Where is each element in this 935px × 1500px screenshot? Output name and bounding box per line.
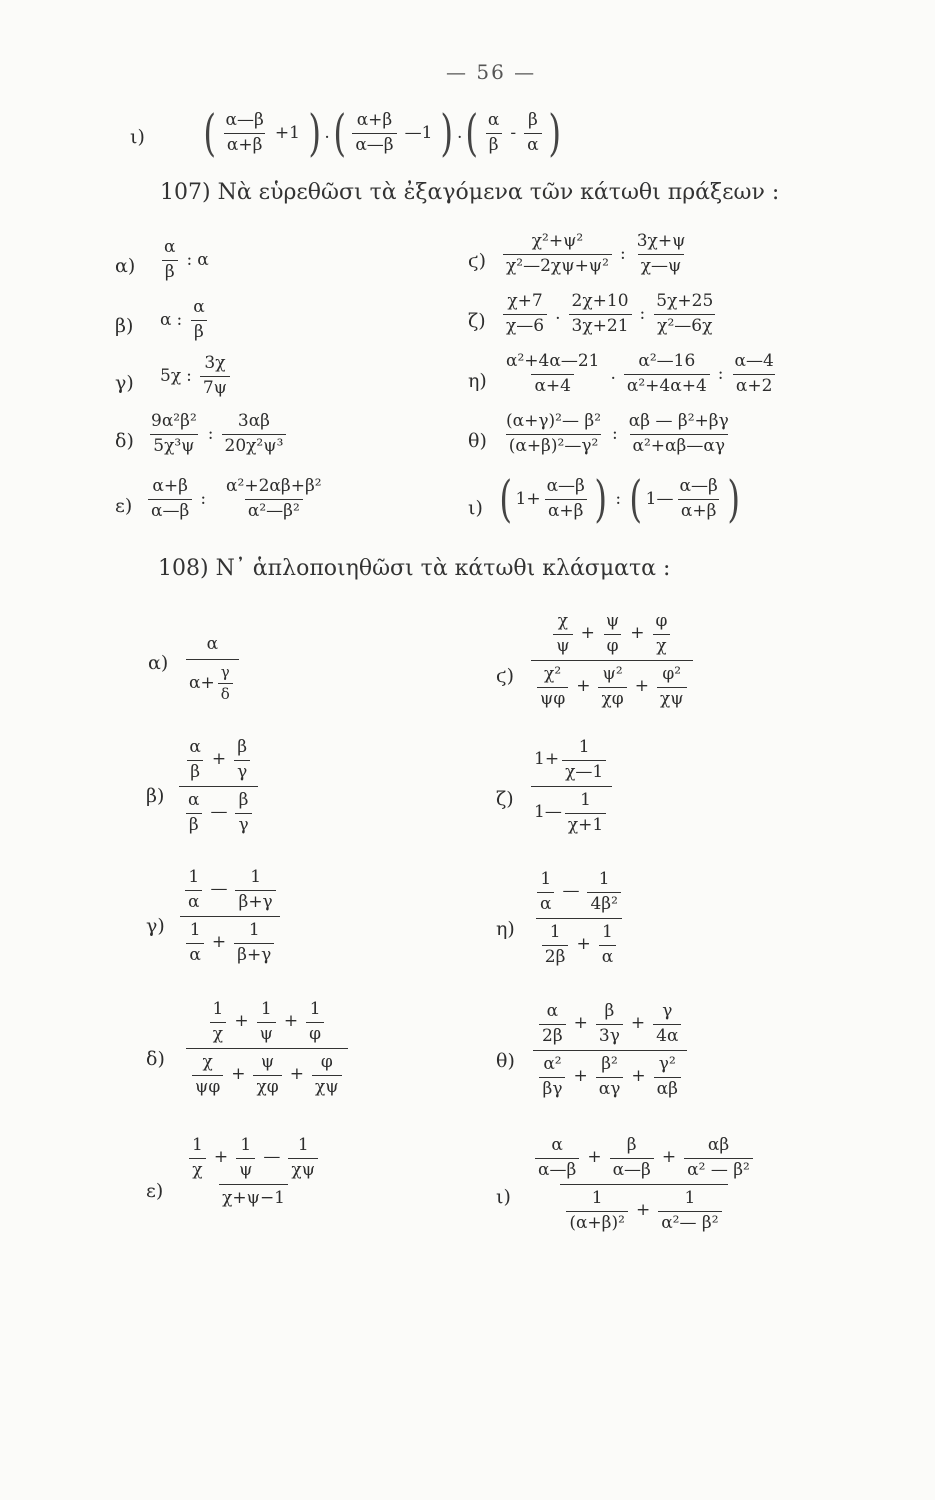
exercise-107-h: $\frac{\text{α²+4α—21}}{\alpha+4}$ . $\frac{\text{α²—16}}{\text{α²+4α+4}}$ : $\frac{\alpha—4}{\alpha+2}$ <box>506 351 774 396</box>
fraction: $\frac{\alpha—\beta}{\alpha+\beta}$ <box>225 109 264 155</box>
exercise-107-i: $\frac{\text{(α+γ)²— β²}}{\text{(α+β)²—γ²}}$ : $\frac{\text{αβ — β²+βγ}}{\text{α²+αβ—αγ}}$ <box>506 411 729 456</box>
exercise-108-d: $\frac{1}{\chi}$ + $\frac{1}{\psi}$ + $\frac{1}{\varphi}$ $\frac{\chi}{\psi\varphi}$ + $\frac{\psi}{\chi\varphi}$ + $\frac{\varphi}{\chi\psi}$ <box>183 1000 351 1097</box>
item-label: β) <box>115 315 134 337</box>
exercise-108-h: $\frac{1}{\alpha}$ — $\frac{1}{\text{4β²}}$ $\frac{1}{2\beta}$ + $\frac{1}{\alpha}$ <box>528 870 630 967</box>
item-label: η) <box>468 370 487 392</box>
top-expression: ( $\frac{\alpha—\beta}{\alpha+\beta}$ +1 ) . ( $\frac{\alpha+\beta}{\alpha—\beta}$ —1 ) . ( $\frac{\alpha}{\beta}$ - $\frac{\beta}{\alpha}$ ) <box>203 104 561 162</box>
fraction: $\frac{\alpha+\beta}{\alpha—\beta}$ <box>352 111 396 155</box>
item-label: γ) <box>115 372 134 394</box>
item-label: ζ) <box>496 788 514 810</box>
exercise-108-b: $\frac{\alpha}{\beta}$ + $\frac{\beta}{\gamma}$ $\frac{\alpha}{\beta}$ — $\frac{\beta}{\gamma}$ <box>176 738 261 835</box>
exercise-107-c: 5χ : $\frac{3\chi}{7\psi}$ <box>160 354 233 398</box>
item-label: ι) <box>130 126 145 148</box>
exercise-107-j: ( 1+ $\frac{\alpha—\beta}{\alpha+\beta}$ ) : ( 1— $\frac{\alpha—\beta}{\alpha+\beta}$ ) <box>499 470 740 528</box>
item-label: ϛ) <box>468 250 487 272</box>
fraction: $\frac{\alpha}{\beta}$ <box>485 111 502 155</box>
fraction: $\frac{\beta}{\alpha}$ <box>524 111 541 155</box>
exercise-108-j: $\frac{\alpha}{\alpha—\beta}$ + $\frac{\beta}{\alpha—\beta}$ + $\frac{\alpha\beta}{\text{α² — β²}}$ $\frac{1}{\text{(α+β)²}}$ + $\frac{1}{\text{α²— β²}}$ <box>526 1136 762 1233</box>
item-label: ζ) <box>468 310 486 332</box>
item-label: α) <box>115 255 136 277</box>
item-label: δ) <box>115 430 134 452</box>
exercise-108-a: α α+ $\frac{\gamma}{\delta}$ <box>183 635 242 703</box>
item-label: ι) <box>496 1186 511 1208</box>
item-label: β) <box>146 785 165 807</box>
exercise-107-f: $\frac{\text{χ²+ψ²}}{\text{χ²—2χψ+ψ²}}$ : $\frac{3\chi+\psi}{\chi—\psi}$ <box>500 232 691 276</box>
exercise-107-d: $\frac{\text{9α²β²}}{\text{5χ³ψ}}$ : $\frac{3\alpha\beta}{\text{20χ²ψ³}}$ <box>145 412 289 456</box>
exercise-107-a: $\frac{\alpha}{\beta}$ : α <box>158 238 209 282</box>
exercise-107-heading: 107) Νὰ εὑρεθῶσι τὰ ἐξαγόμενα τῶν κάτωθι πράξεων : <box>160 180 780 205</box>
exercise-108-i: $\frac{\alpha}{2\beta}$ + $\frac{\beta}{3\gamma}$ + $\frac{\gamma}{4\alpha}$ $\frac{\text{α²}}{\beta\gamma}$ + $\frac{\text{β²}}{\alpha\gamma}$ + $\frac{\text{γ²}}{\alpha\beta}$ <box>530 1002 690 1099</box>
item-label: ε) <box>146 1180 164 1202</box>
item-label: θ) <box>496 1050 515 1072</box>
exercise-108-c: $\frac{1}{\alpha}$ — $\frac{1}{\beta+\gamma}$ $\frac{1}{\alpha}$ + $\frac{1}{\beta+\gamma}$ <box>176 868 285 965</box>
exercise-107-e: $\frac{\alpha+\beta}{\alpha—\beta}$ : $\frac{\text{α²+2αβ+β²}}{\text{α²—β²}}$ <box>145 477 328 521</box>
exercise-107-g: $\frac{\chi+7}{\chi—6}$ . $\frac{2\chi+10}{3\chi+21}$ : $\frac{5\chi+25}{\text{χ²—6χ}}$ <box>500 292 719 336</box>
exercise-108-g: 1+ $\frac{1}{\chi—1}$ 1— $\frac{1}{\chi+1}$ <box>528 738 615 835</box>
item-label: ϛ) <box>496 665 515 687</box>
exercise-108-e: $\frac{1}{\chi}$ + $\frac{1}{\psi}$ — $\frac{1}{\chi\psi}$ χ+ψ−1 <box>180 1136 327 1209</box>
exercise-108-heading: 108) Ν᾽ ἁπλοποιηθῶσι τὰ κάτωθι κλάσματα : <box>158 556 671 581</box>
item-label: ε) <box>115 495 133 517</box>
item-label: θ) <box>468 430 487 452</box>
item-label: ι) <box>468 497 483 519</box>
exercise-108-f: $\frac{\chi}{\psi}$ + $\frac{\psi}{\varphi}$ + $\frac{\varphi}{\chi}$ $\frac{\text{χ²}}{\psi\varphi}$ + $\frac{\text{ψ²}}{\chi\varphi}$ + $\frac{\text{φ²}}{\chi\psi}$ <box>528 612 696 709</box>
page-number: — 56 — <box>446 60 537 84</box>
item-label: δ) <box>146 1048 165 1070</box>
item-label: γ) <box>146 915 165 937</box>
item-label: η) <box>496 918 515 940</box>
item-label: α) <box>148 652 169 674</box>
exercise-107-b: α : $\frac{\alpha}{\beta}$ <box>160 298 211 342</box>
